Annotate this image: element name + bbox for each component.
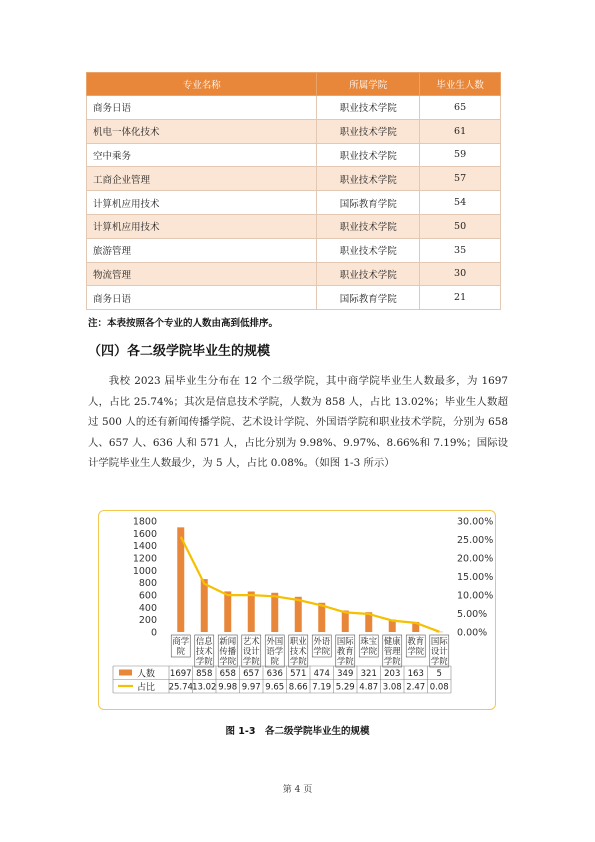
college-cell: 职业技术学院 [317,238,420,262]
college-cell: 职业技术学院 [317,143,420,167]
category-label-line: 国际 [336,636,354,646]
count-value: 163 [407,669,424,679]
table-row [87,214,501,238]
category-label-line: 外语 [313,636,331,646]
count-cell: 21 [420,286,501,310]
category-label-line: 院 [270,656,279,666]
right-axis-tick-label: 30.00% [457,516,494,528]
category-label-line: 学院 [360,646,378,656]
college-cell: 职业技术学院 [317,119,420,143]
category-label-line: 国际 [430,636,448,646]
left-axis-tick-label: 600 [138,590,157,602]
left-axis-tick-label: 1600 [132,528,157,540]
major-name-cell: 工商企业管理 [87,167,317,191]
percent-value: 13.02 [192,682,217,693]
percent-value: 9.65 [265,682,285,693]
percent-value: 2.47 [406,682,426,693]
category-label-line: 学院 [242,656,260,666]
right-axis-tick-label: 5.00% [457,609,488,620]
category-label-line: 商学 [172,636,190,646]
category-label-line: 学院 [313,646,331,656]
left-axis-tick-label: 0 [150,627,157,639]
major-name-cell: 物流管理 [87,262,317,286]
count-value: 657 [243,669,260,679]
left-axis-tick-label: 400 [138,602,157,614]
category-label [337,636,354,666]
count-cell: 65 [420,96,501,120]
category-label-line: 学院 [289,656,307,666]
bar-新闻传播学院 [224,591,231,632]
left-axis-tick-label: 1200 [132,553,157,565]
chart-frame [98,510,496,710]
page-number: 第 4 页 [282,785,313,795]
right-axis-tick-label: 15.00% [457,572,494,583]
major-name-cell: 计算机应用技术 [87,214,317,238]
count-cell: 50 [420,214,501,238]
category-label [313,636,330,656]
category-label-line: 信息 [195,636,213,646]
bar-职业技术学院 [295,597,302,632]
count-cell: 57 [420,167,501,191]
major-name-cell: 机电一体化技术 [87,119,317,143]
bar-外国语学院 [271,593,278,632]
category-label [266,636,283,666]
count-cell: 54 [420,191,501,215]
category-label-line: 设计 [430,646,448,656]
category-label-line: 珠宝 [360,636,378,646]
right-axis-tick-label: 20.00% [457,553,494,565]
count-cell: 59 [420,143,501,167]
category-label-line: 学院 [383,656,401,666]
major-name-cell: 计算机应用技术 [87,191,317,215]
college-graduates-chart [99,511,497,711]
major-name-cell: 空中乘务 [87,143,317,167]
count-cell: 61 [420,119,501,143]
category-label-line: 健康 [383,636,401,646]
count-value: 636 [266,669,283,679]
count-value: 203 [384,669,401,679]
major-name-cell: 商务日语 [87,96,317,120]
category-label-line: 管理 [383,646,401,656]
count-value: 658 [219,669,236,679]
majors-table [86,72,501,310]
left-axis-tick-label: 200 [138,615,157,627]
category-label [196,636,213,666]
category-label-line: 新闻 [219,636,237,646]
count-value: 349 [337,669,354,679]
table-row [87,167,501,191]
percent-value: 25.74 [168,682,193,693]
category-label-line: 艺术 [242,636,260,646]
column-header: 专业名称 [87,73,317,96]
count-value: 858 [196,669,213,679]
category-label-line: 职业 [289,636,307,646]
category-label-line: 学院 [336,656,354,666]
column-header: 所属学院 [317,73,420,96]
college-cell: 职业技术学院 [317,262,420,286]
right-axis-tick-label: 0.00% [457,627,488,639]
category-label-line: 传播 [219,646,237,656]
category-label-line: 学院 [407,646,425,656]
table-note: 注：本表按照各个专业的人数由高到低排序。 [88,318,279,329]
category-label [243,636,260,666]
percent-value: 0.08 [429,682,449,693]
college-cell: 职业技术学院 [317,96,420,120]
column-header: 毕业生人数 [420,73,501,96]
category-label [172,636,189,656]
percent-value: 9.98 [218,682,238,693]
percent-value: 5.29 [335,682,355,693]
percent-value: 3.08 [382,682,402,693]
category-label [219,636,236,666]
college-cell: 职业技术学院 [317,167,420,191]
category-label [407,636,424,656]
category-label-line: 设计 [242,646,260,656]
category-label [431,636,448,666]
percent-value: 4.87 [359,682,379,693]
legend-label: 人数 [137,669,156,680]
category-label [360,636,377,656]
bar-国际教育学院 [342,610,349,632]
table-row [87,238,501,262]
college-cell: 职业技术学院 [317,214,420,238]
body-paragraph: 我校 2023 届毕业生分布在 12 个二级学院，其中商学院毕业生人数最多，为 1697 人，占比 25.74%；其次是信息技术学院，人数为 858 人，占比 13.02%；毕业生人数超过 500 人的还有新闻传播学院、艺术设计学院、外国语学院和职业技术学院，分别为 658 人、657 人、636 人和 571 人，占比分别为 9.98%、9.97%、8.66%和 7.19%；国际设计学院毕业生人数最少，为 5 人，占比 0.08%。（如图 1-3 所示） [88,375,508,469]
category-label-line: 语学 [266,646,284,656]
table-row [87,191,501,215]
percent-value: 7.19 [312,682,332,693]
count-value: 1697 [169,669,192,679]
major-name-cell: 商务日语 [87,286,317,310]
right-axis-tick-label: 10.00% [457,590,494,602]
count-value: 571 [290,669,307,679]
table-row [87,119,501,143]
table-row [87,143,501,167]
count-cell: 30 [420,262,501,286]
category-label [290,636,307,666]
category-label-line: 学院 [219,656,237,666]
major-name-cell: 旅游管理 [87,238,317,262]
count-value: 474 [313,669,330,679]
percentage-line [181,537,440,632]
left-axis-tick-label: 1400 [132,541,157,553]
category-label-line: 外国 [266,636,284,646]
left-axis-tick-label: 1000 [132,565,157,577]
category-label-line: 学院 [430,656,448,666]
count-cell: 35 [420,238,501,262]
college-cell: 国际教育学院 [317,191,420,215]
table-row [87,96,501,120]
bar-信息技术学院 [201,579,208,632]
legend-key-bar [119,670,132,676]
category-label-line: 技术 [195,646,213,656]
figure-caption: 图 1-3 各二级学院毕业生的规模 [225,726,370,737]
percent-value: 9.97 [241,682,261,693]
bar-艺术设计学院 [248,591,255,632]
left-axis-tick-label: 800 [138,578,157,590]
college-cell: 国际教育学院 [317,286,420,310]
table-row [87,286,501,310]
right-axis-tick-label: 25.00% [457,535,494,546]
count-value: 5 [436,669,442,679]
category-label-line: 院 [176,646,185,656]
count-value: 321 [360,669,377,679]
category-label-line: 学院 [195,656,213,666]
category-label-line: 教育 [336,646,354,656]
table-row [87,262,501,286]
left-axis-tick-label: 1800 [132,516,157,528]
category-label-line: 教育 [407,636,425,646]
category-label-line: 技术 [289,646,307,656]
category-label [384,636,401,666]
table-header-row [87,73,501,96]
section-title: （四）各二级学院毕业生的规模 [88,344,271,359]
percent-value: 8.66 [288,682,308,693]
legend-label: 占比 [137,683,156,693]
